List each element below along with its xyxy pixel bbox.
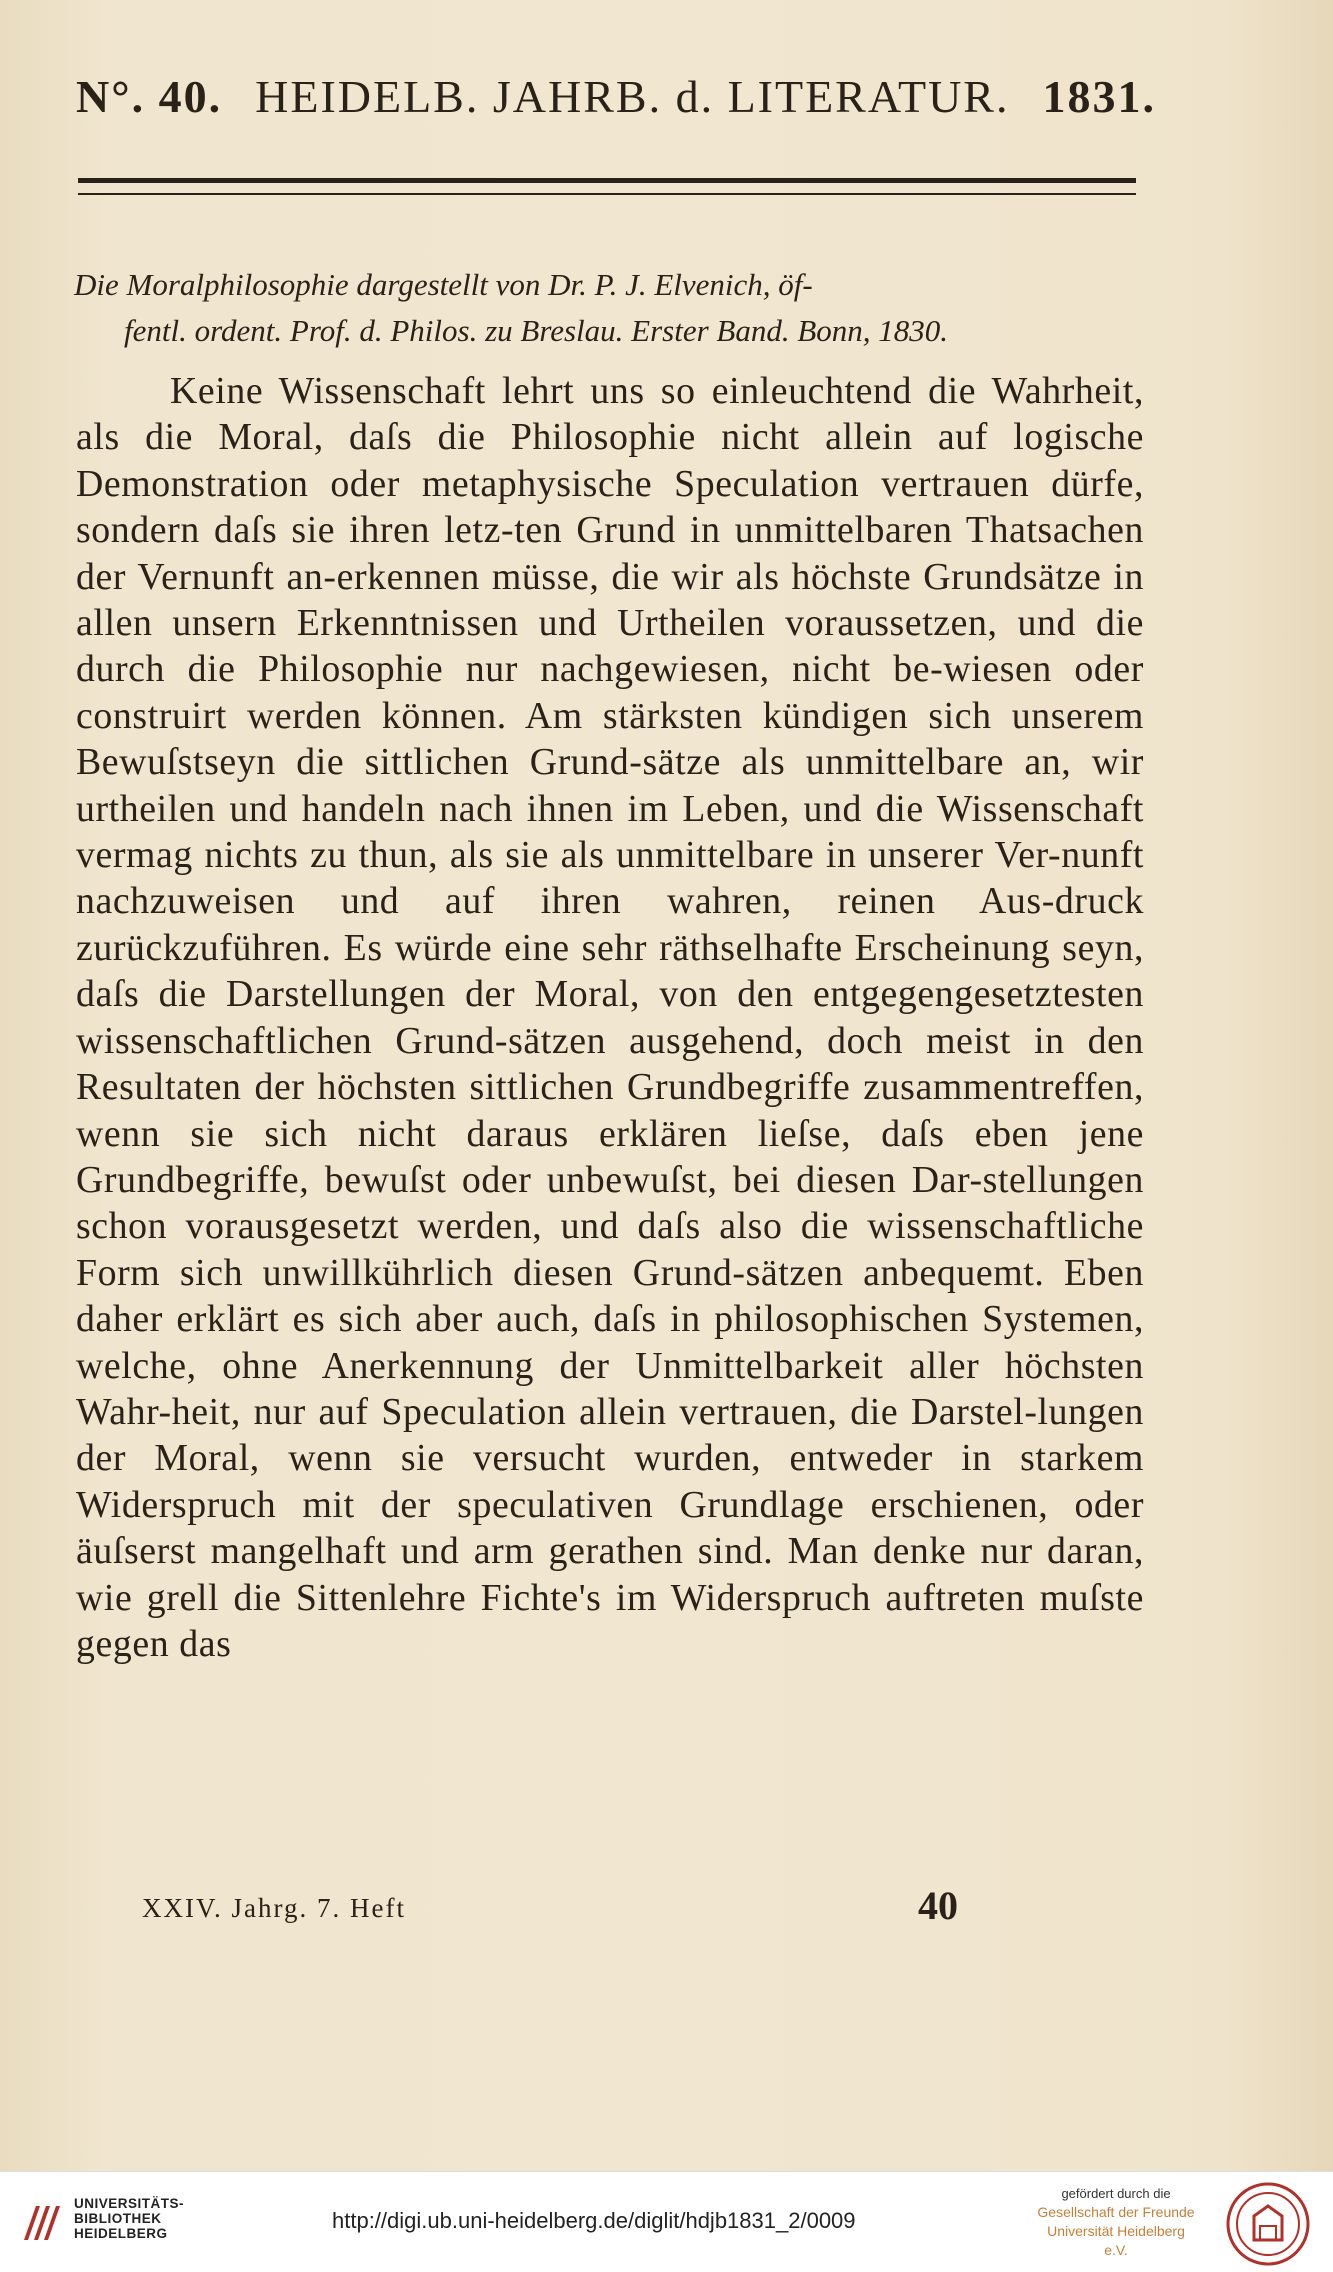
header-rule-thick: [78, 178, 1136, 183]
citation-line-2: fentl. ordent. Prof. d. Philos. zu Breslau. Erster Band. Bonn, 1830.: [124, 313, 949, 348]
journal-year: 1831.: [1042, 71, 1156, 122]
permalink[interactable]: http://digi.ub.uni-heidelberg.de/diglit/hdjb1831_2/0009: [332, 2208, 856, 2233]
signature-mark: XXIV. Jahrg. 7. Heft: [142, 1893, 406, 1923]
journal-title: HEIDELB. JAHRB. d. LITERATUR.: [255, 71, 1010, 122]
library-logo-icon: [18, 2200, 64, 2246]
library-name: UNIVERSITÄTS- BIBLIOTHEK HEIDELBERG: [74, 2196, 185, 2241]
review-body: Keine Wissenschaft lehrt uns so einleuchtend die Wahrheit, als die Moral, daſs die Philosophie nicht allein auf logische Demonstration oder metaphysische Speculation vertrauen dürfe, sondern daſs sie ihren letz-ten Grund in unmittelbaren Thatsachen der Vernunft an-erkennen müsse, die wir als höchste Grundsätze in allen unsern Erkenntnissen und Urtheilen voraussetzen, und die durch die Philosophie nur nachgewiesen, nicht be-wiesen oder construirt werden können. Am stärksten kündigen sich unserem Bewuſstseyn die sittlichen Grund-sätze als unmittelbare an, wir urtheilen und handeln nach ihnen im Leben, und die Wissenschaft vermag nichts zu thun, als sie als unmittelbare in unserer Ver-nunft nachzuweisen und auf ihren wahren, reinen Aus-druck zurückzuführen. Es würde eine sehr räthselhafte Erscheinung seyn, daſs die Darstellungen der Moral, von den entgegengesetztesten wissenschaftlichen Grund-sätzen ausgehend, doch meist in den Resultaten der höchsten sittlichen Grundbegriffe zusammentreffen, wenn sie sich nicht daraus erklären lieſse, daſs eben jene Grundbegriffe, bewuſst oder unbewuſst, bei diesen Dar-stellungen schon vorausgesetzt werden, und daſs also die wissenschaftliche Form sich unwillkührlich diesen Grund-sätzen anbequemt. Eben daher erklärt es sich aber auch, daſs in philosophischen Systemen, welche, ohne Anerkennung der Unmittelbarkeit aller höchsten Wahr-heit, nur auf Speculation allein vertrauen, die Darstel-lungen der Moral, wenn sie versucht wurden, entweder in starkem Widerspruch mit der speculativen Grundlage erschienen, oder äuſserst mangelhaft und arm gerathen sind. Man denke nur daran, wie grell die Sittenlehre Fichte's im Widerspruch auftreten muſste gegen das: [76, 370, 1144, 1665]
sponsor-credit: gefördert durch die Gesellschaft der Freunde Universität Heidelberg e.V.: [1037, 2186, 1195, 2258]
header-rule-thin: [78, 193, 1136, 195]
citation-line-1: Die Moralphilosophie dargestellt von Dr. P. J. Elvenich, öf-: [74, 267, 813, 302]
running-header: [76, 70, 1156, 123]
digitization-bar: [0, 2171, 1333, 2272]
issue-number: N°. 40.: [76, 71, 223, 122]
book-citation: [76, 262, 1140, 354]
university-seal-icon: [1226, 2182, 1310, 2266]
page-number: 40: [918, 1883, 958, 1928]
